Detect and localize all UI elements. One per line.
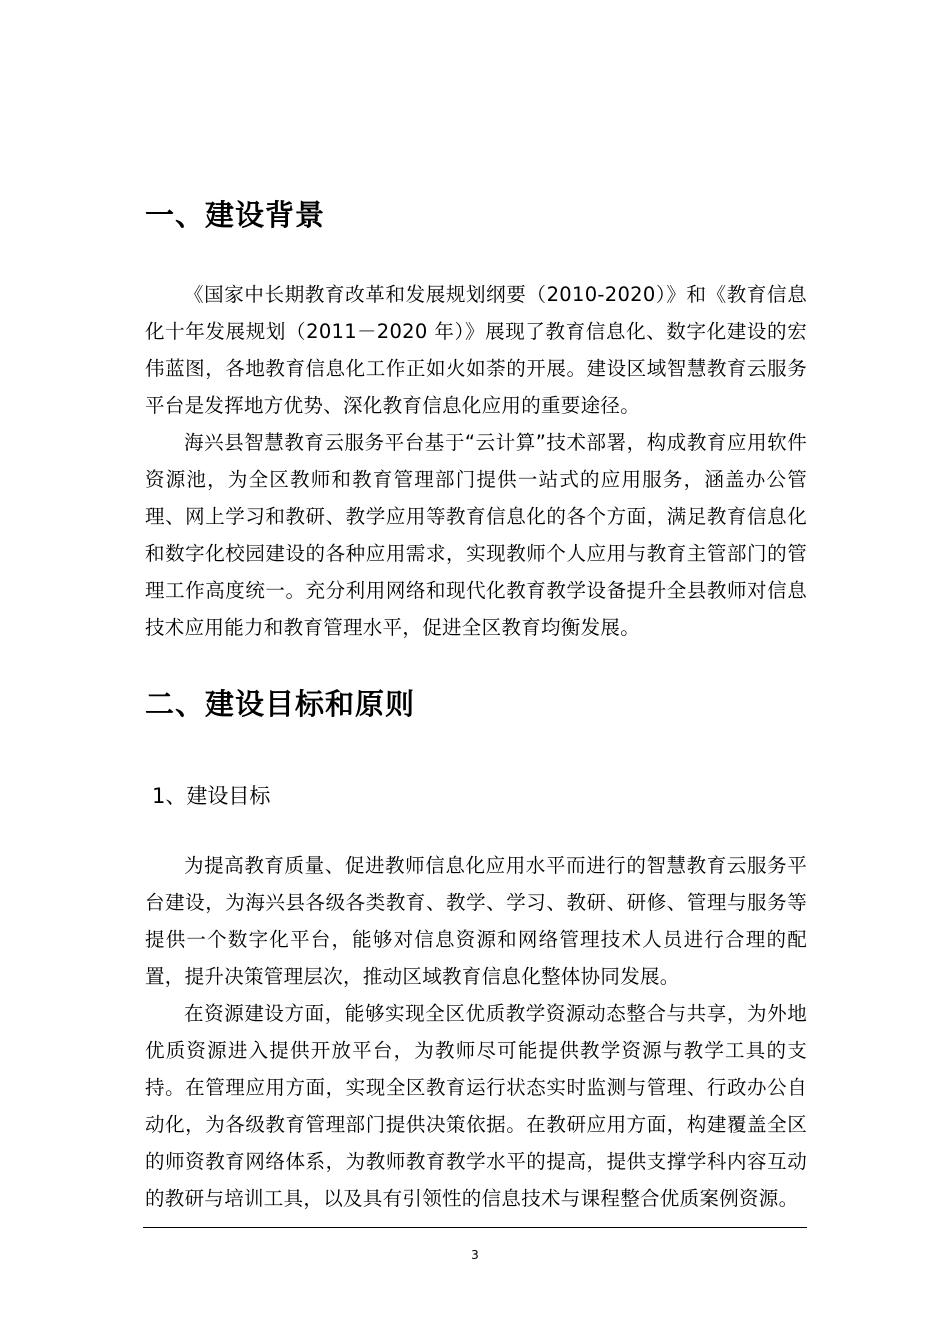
paragraph-background-2: 海兴县智慧教育云服务平台基于“云计算”技术部署，构成教育应用软件资源池，为全区教师和教育管理部门提供一站式的应用服务，涵盖办公管理、网上学习和教研、教学应用等教育信息化的各个方面，满足教育信息化和数字化校园建设的各种应用需求，实现教师个人应用与教育主管部门的管理工作高度统一。充分利用网络和现代化教育教学设备提升全县教师对信息技术应用能力和教育管理水平，促进全区教育均衡发展。: [145, 431, 807, 639]
section-heading-goals-principles: 二、建设目标和原则: [145, 687, 416, 721]
footer-divider: [143, 1227, 807, 1228]
page-number: 3: [471, 1248, 479, 1262]
subsection-heading-goals: 1、建设目标: [152, 784, 271, 808]
paragraph-background-1: 《国家中长期教育改革和发展规划纲要（2010-2020）》和《教育信息化十年发展规划（2011－2020 年）》展现了教育信息化、数字化建设的宏伟蓝图，各地教育信息化工作正如火如荼的开展。建设区域智慧教育云服务平台是发挥地方优势、深化教育信息化应用的重要途径。: [145, 283, 807, 417]
paragraph-goals-2: 在资源建设方面，能够实现全区优质教学资源动态整合与共享，为外地优质资源进入提供开放平台，为教师尽可能提供教学资源与教学工具的支持。在管理应用方面，实现全区教育运行状态实时监测与管理、行政办公自动化，为各级教育管理部门提供决策依据。在教研应用方面，构建覆盖全区的师资教育网络体系，为教师教育教学水平的提高，提供支撑学科内容互动的教研与培训工具，以及具有引领性的信息技术与课程整合优质案例资源。: [145, 1002, 807, 1210]
paragraph-goals-1: 为提高教育质量、促进教师信息化应用水平而进行的智慧教育云服务平台建设，为海兴县各级各类教育、教学、学习、教研、研修、管理与服务等提供一个数字化平台，能够对信息资源和网络管理技术人员进行合理的配置，提升决策管理层次，推动区域教育信息化整体协同发展。: [145, 854, 807, 988]
section-heading-background: 一、建设背景: [145, 198, 326, 232]
